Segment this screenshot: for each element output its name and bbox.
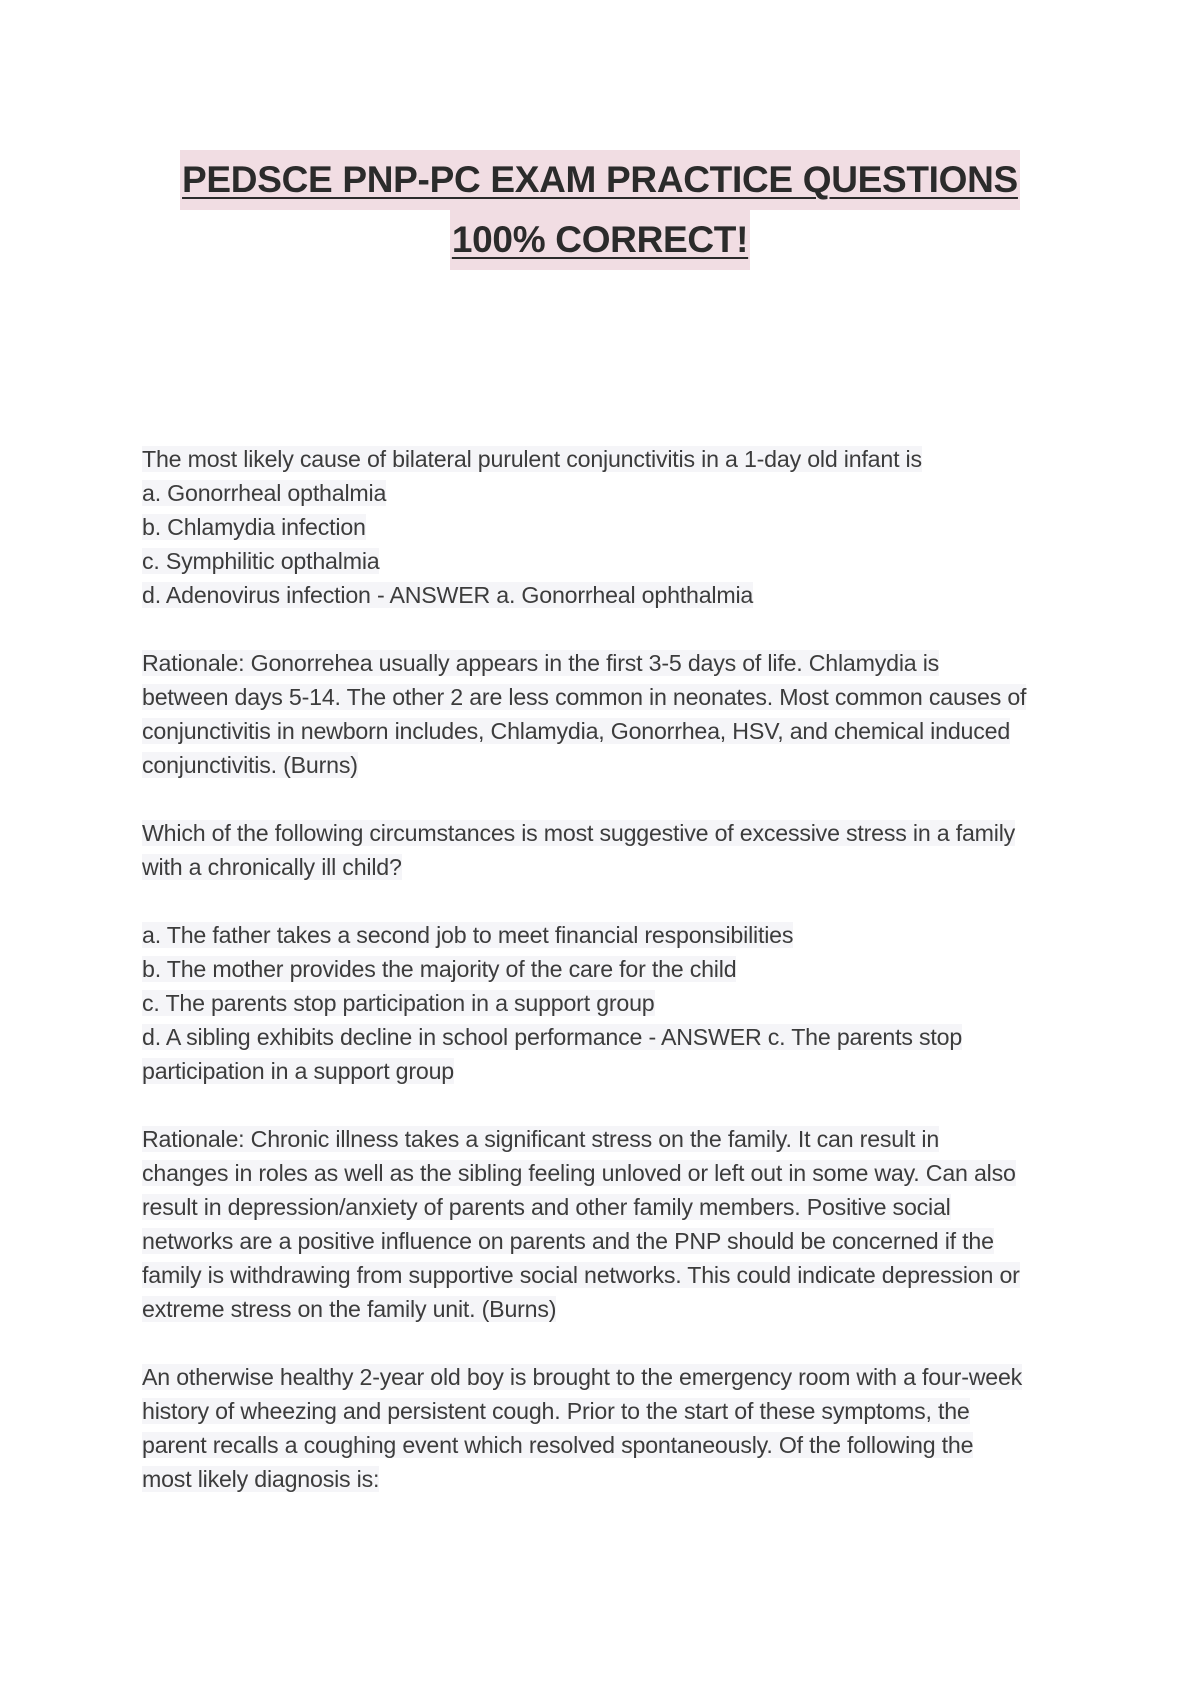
document-title <box>0 150 1200 270</box>
option-c: c. The parents stop participation in a support group <box>142 990 655 1016</box>
option-d-answer: participation in a support group <box>142 1058 454 1084</box>
rationale-line: networks are a positive influence on parents and the PNP should be concerned if the <box>142 1228 994 1254</box>
question-stem: with a chronically ill child? <box>142 854 402 880</box>
option-d-answer: d. Adenovirus infection - ANSWER a. Gonorrheal ophthalmia <box>142 582 754 608</box>
option-c: c. Symphilitic opthalmia <box>142 548 380 574</box>
option-d-answer: d. A sibling exhibits decline in school performance - ANSWER c. The parents stop <box>142 1024 963 1050</box>
question-stem: most likely diagnosis is: <box>142 1466 380 1492</box>
rationale-line: Rationale: Gonorrehea usually appears in the first 3-5 days of life. Chlamydia is <box>142 650 940 676</box>
option-a: a. The father takes a second job to meet financial responsibilities <box>142 922 794 948</box>
rationale-1 <box>142 646 1082 782</box>
question-stem: history of wheezing and persistent cough. Prior to the start of these symptoms, the <box>142 1398 970 1424</box>
rationale-2 <box>142 1122 1082 1326</box>
question-1 <box>142 442 1082 612</box>
rationale-line: between days 5-14. The other 2 are less common in neonates. Most common causes of <box>142 684 1027 710</box>
rationale-line: conjunctivitis. (Burns) <box>142 752 358 778</box>
option-a: a. Gonorrheal opthalmia <box>142 480 387 506</box>
rationale-line: Rationale: Chronic illness takes a significant stress on the family. It can result in <box>142 1126 940 1152</box>
rationale-line: extreme stress on the family unit. (Burns) <box>142 1296 557 1322</box>
question-2 <box>142 816 1082 1088</box>
title-line-1: PEDSCE PNP-PC EXAM PRACTICE QUESTIONS <box>180 150 1020 210</box>
question-stem: The most likely cause of bilateral purulent conjunctivitis in a 1-day old infant is <box>142 446 922 472</box>
title-line-2: 100% CORRECT! <box>450 210 750 270</box>
option-b: b. Chlamydia infection <box>142 514 366 540</box>
rationale-line: family is withdrawing from supportive social networks. This could indicate depression or <box>142 1262 1020 1288</box>
question-stem: An otherwise healthy 2-year old boy is brought to the emergency room with a four-week <box>142 1364 1023 1390</box>
document-body <box>142 442 1082 1496</box>
rationale-line: changes in roles as well as the sibling feeling unloved or left out in some way. Can also <box>142 1160 1016 1186</box>
question-3 <box>142 1360 1082 1496</box>
rationale-line: conjunctivitis in newborn includes, Chlamydia, Gonorrhea, HSV, and chemical induced <box>142 718 1011 744</box>
option-b: b. The mother provides the majority of the care for the child <box>142 956 737 982</box>
rationale-line: result in depression/anxiety of parents and other family members. Positive social <box>142 1194 951 1220</box>
question-stem: parent recalls a coughing event which resolved spontaneously. Of the following the <box>142 1432 974 1458</box>
question-stem: Which of the following circumstances is most suggestive of excessive stress in a family <box>142 820 1016 846</box>
